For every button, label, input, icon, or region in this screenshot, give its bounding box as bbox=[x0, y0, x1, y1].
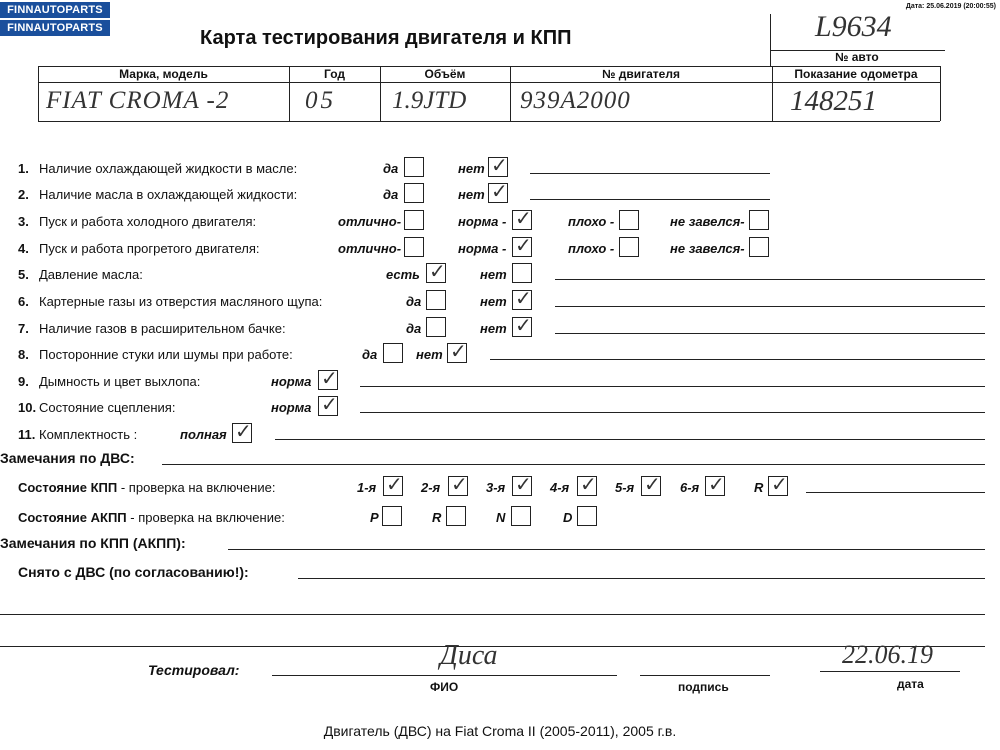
remarks-gearbox-label: Замечания по КПП (АКПП): bbox=[0, 535, 186, 551]
gear-label: 5-я bbox=[615, 480, 635, 495]
gear-label: D bbox=[563, 510, 573, 525]
option-checkbox[interactable] bbox=[488, 153, 508, 177]
option-checkbox[interactable] bbox=[232, 419, 252, 443]
option-label: есть bbox=[386, 267, 420, 282]
gear-checkbox[interactable] bbox=[577, 506, 597, 526]
check-mark-icon: ✓ bbox=[491, 153, 508, 177]
answer-line bbox=[530, 199, 770, 200]
check-mark-icon: ✓ bbox=[235, 419, 252, 443]
question-number: 4. bbox=[18, 241, 29, 256]
option-checkbox[interactable] bbox=[619, 237, 639, 257]
check-mark-icon: ✓ bbox=[771, 472, 788, 496]
option-label: нет bbox=[480, 294, 507, 309]
question-number: 7. bbox=[18, 321, 29, 336]
option-checkbox[interactable] bbox=[426, 317, 446, 337]
year-value: 05 bbox=[305, 87, 336, 114]
check-mark-icon: ✓ bbox=[580, 472, 597, 496]
question-text: Давление масла: bbox=[39, 267, 143, 282]
gear-label: P bbox=[370, 510, 379, 525]
akpp-row-label: Состояние АКПП - проверка на включение: bbox=[18, 510, 285, 525]
date-stamp: Дата: 25.06.2019 (20:00:55) bbox=[905, 3, 996, 10]
option-checkbox[interactable] bbox=[404, 157, 424, 177]
option-label: норма bbox=[271, 374, 312, 389]
option-label: норма - bbox=[458, 214, 507, 229]
option-checkbox[interactable] bbox=[404, 237, 424, 257]
option-checkbox[interactable] bbox=[318, 366, 338, 390]
check-mark-icon: ✓ bbox=[515, 313, 532, 337]
question-text: Состояние сцепления: bbox=[39, 400, 176, 415]
fio-label: ФИО bbox=[430, 680, 459, 694]
question-text: Комплектность : bbox=[39, 427, 138, 442]
check-mark-icon: ✓ bbox=[321, 366, 338, 390]
col-header-model: Марка, модель bbox=[119, 67, 208, 81]
check-mark-icon: ✓ bbox=[515, 472, 532, 496]
question-text: Пуск и работа прогретого двигателя: bbox=[39, 241, 260, 256]
gear-label: N bbox=[496, 510, 506, 525]
option-label: норма - bbox=[458, 241, 507, 256]
check-mark-icon: ✓ bbox=[515, 206, 532, 230]
col-header-year: Год bbox=[324, 67, 345, 81]
check-mark-icon: ✓ bbox=[429, 259, 446, 283]
option-label: да bbox=[362, 347, 378, 362]
option-checkbox[interactable] bbox=[749, 237, 769, 257]
col-header-volume: Объём bbox=[424, 67, 466, 81]
option-label: нет bbox=[458, 161, 485, 176]
gear-checkbox[interactable] bbox=[768, 472, 788, 496]
gear-label: 2-я bbox=[421, 480, 441, 495]
option-label: да bbox=[406, 321, 422, 336]
gear-checkbox[interactable] bbox=[448, 472, 468, 496]
option-checkbox[interactable] bbox=[447, 339, 467, 363]
option-label: нет bbox=[458, 187, 485, 202]
date-label: дата bbox=[897, 677, 924, 691]
question-number: 9. bbox=[18, 374, 29, 389]
gear-checkbox[interactable] bbox=[705, 472, 725, 496]
col-header-odometer: Показание одометра bbox=[794, 67, 918, 81]
check-mark-icon: ✓ bbox=[321, 392, 338, 416]
answer-line bbox=[555, 279, 985, 280]
question-number: 5. bbox=[18, 267, 29, 282]
check-mark-icon: ✓ bbox=[515, 286, 532, 310]
option-checkbox[interactable] bbox=[619, 210, 639, 230]
removed-parts-label: Снято с ДВС (по согласованию!): bbox=[18, 564, 249, 580]
option-checkbox[interactable] bbox=[512, 286, 532, 310]
option-checkbox[interactable] bbox=[426, 290, 446, 310]
option-checkbox[interactable] bbox=[404, 183, 424, 203]
gear-checkbox[interactable] bbox=[641, 472, 661, 496]
option-label: да bbox=[406, 294, 422, 309]
question-text: Наличие масла в охлаждающей жидкости: bbox=[39, 187, 298, 202]
tested-label: Тестировал: bbox=[148, 662, 240, 678]
option-label: не завелся- bbox=[670, 214, 745, 229]
question-text: Посторонние стуки или шумы при работе: bbox=[39, 347, 293, 362]
option-label: плохо - bbox=[568, 214, 615, 229]
answer-line bbox=[490, 359, 985, 360]
option-label: да bbox=[383, 161, 399, 176]
gear-checkbox[interactable] bbox=[512, 472, 532, 496]
answer-line bbox=[275, 439, 985, 440]
option-checkbox[interactable] bbox=[512, 313, 532, 337]
option-checkbox[interactable] bbox=[426, 259, 446, 283]
answer-line bbox=[555, 306, 985, 307]
volume-value: 1.9JTD bbox=[392, 87, 467, 114]
check-mark-icon: ✓ bbox=[644, 472, 661, 496]
option-label: не завелся- bbox=[670, 241, 745, 256]
option-checkbox[interactable] bbox=[512, 233, 532, 257]
question-text: Наличие газов в расширительном бачке: bbox=[39, 321, 286, 336]
caption: Двигатель (ДВС) на Fiat Croma II (2005-2011), 2005 г.в. bbox=[323, 723, 677, 739]
col-header-engine-number: № двигателя bbox=[602, 67, 680, 81]
option-checkbox[interactable] bbox=[512, 206, 532, 230]
odometer-value: 148251 bbox=[790, 85, 877, 117]
option-label: да bbox=[383, 187, 399, 202]
gear-checkbox[interactable] bbox=[383, 472, 403, 496]
option-checkbox[interactable] bbox=[318, 392, 338, 416]
question-text: Пуск и работа холодного двигателя: bbox=[39, 214, 257, 229]
signature-label: подпись bbox=[678, 680, 729, 694]
question-text: Картерные газы из отверстия масляного щупа: bbox=[39, 294, 323, 309]
check-mark-icon: ✓ bbox=[515, 233, 532, 257]
gear-label: R bbox=[432, 510, 442, 525]
engine-number-value: 939A2000 bbox=[520, 87, 631, 114]
check-mark-icon: ✓ bbox=[708, 472, 725, 496]
question-number: 3. bbox=[18, 214, 29, 229]
gear-checkbox[interactable] bbox=[511, 506, 531, 526]
option-checkbox[interactable] bbox=[512, 263, 532, 283]
page-title: Карта тестирования двигателя и КПП bbox=[200, 27, 572, 49]
check-mark-icon: ✓ bbox=[491, 179, 508, 203]
tester-signature-text: Диса bbox=[440, 640, 498, 671]
question-number: 10. bbox=[18, 400, 37, 415]
option-checkbox[interactable] bbox=[749, 210, 769, 230]
question-text: Наличие охлаждающей жидкости в масле: bbox=[39, 161, 298, 176]
question-number: 6. bbox=[18, 294, 29, 309]
watermark-logo-2: FINNAUTOPARTS bbox=[0, 20, 110, 36]
answer-line bbox=[360, 386, 985, 387]
option-checkbox[interactable] bbox=[488, 179, 508, 203]
question-number: 2. bbox=[18, 187, 29, 202]
check-mark-icon: ✓ bbox=[386, 472, 403, 496]
gear-label: 3-я bbox=[486, 480, 506, 495]
answer-line bbox=[555, 333, 985, 334]
option-label: плохо - bbox=[568, 241, 615, 256]
check-mark-icon: ✓ bbox=[451, 472, 468, 496]
gear-label: 6-я bbox=[680, 480, 700, 495]
option-label: отлично- bbox=[338, 214, 402, 229]
question-number: 1. bbox=[18, 161, 29, 176]
option-label: нет bbox=[480, 321, 507, 336]
watermark-logo: FINNAUTOPARTS bbox=[0, 2, 110, 18]
question-number: 8. bbox=[18, 347, 29, 362]
option-label: норма bbox=[271, 400, 312, 415]
option-label: нет bbox=[480, 267, 507, 282]
answer-line bbox=[530, 173, 770, 174]
option-label: полная bbox=[180, 427, 227, 442]
gear-label: 4-я bbox=[550, 480, 570, 495]
gear-label: R bbox=[754, 480, 764, 495]
date-value: 22.06.19 bbox=[842, 640, 933, 669]
option-label: нет bbox=[416, 347, 443, 362]
option-checkbox[interactable] bbox=[383, 343, 403, 363]
auto-number-label: № авто bbox=[835, 50, 879, 64]
auto-number-value: L9634 bbox=[815, 10, 892, 43]
question-number: 11. bbox=[18, 427, 36, 442]
gear-checkbox[interactable] bbox=[446, 506, 466, 526]
gear-checkbox[interactable] bbox=[382, 506, 402, 526]
option-label: отлично- bbox=[338, 241, 402, 256]
answer-line bbox=[360, 412, 985, 413]
gear-label: 1-я bbox=[357, 480, 377, 495]
remarks-engine-label: Замечания по ДВС: bbox=[0, 450, 135, 466]
model-value: FIAT CROMA -2 bbox=[46, 87, 230, 114]
check-mark-icon: ✓ bbox=[450, 339, 467, 363]
kpp-row-label: Состояние КПП - проверка на включение: bbox=[18, 480, 276, 495]
gear-checkbox[interactable] bbox=[577, 472, 597, 496]
question-text: Дымность и цвет выхлопа: bbox=[39, 374, 201, 389]
option-checkbox[interactable] bbox=[404, 210, 424, 230]
